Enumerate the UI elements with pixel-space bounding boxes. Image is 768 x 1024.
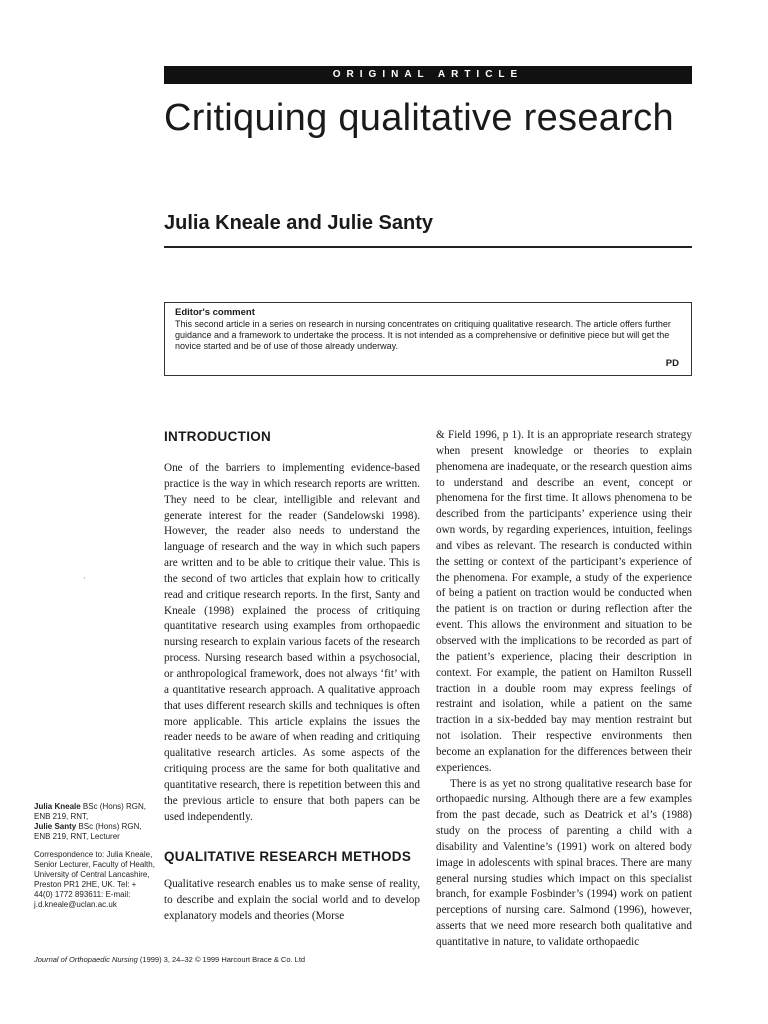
editor-comment-box bbox=[164, 302, 692, 376]
editor-comment-heading: Editor's comment bbox=[175, 307, 255, 318]
journal-citation: (1999) 3, 24–32 © 1999 Harcourt Brace & Co. Ltd bbox=[137, 955, 306, 964]
editor-comment-text: This second article in a series on research in nursing concentrates on critiquing qualitative research. The article offers further guidance and a framework to undertake the process. It is not intended as a comprehensive or definitive piece but will get the novice started and be of use of those already underway. bbox=[175, 319, 671, 351]
author1-name: Julia Kneale bbox=[34, 802, 81, 811]
correspondence-address: Correspondence to: Julia Kneale, Senior Lecturer, Faculty of Health, University of Central Lancashire, Preston PR1 2HE, UK. Tel: + 44(0) 1772 893611: E-mail: j.d.kneale@uclan.ac.uk bbox=[34, 850, 155, 909]
margin-mark: · bbox=[83, 574, 86, 583]
methods-heading: QUALITATIVE RESEARCH METHODS bbox=[164, 849, 412, 865]
editor-signature: PD bbox=[665, 358, 679, 369]
methods-paragraph: Qualitative research enables us to make sense of reality, to describe and explain the social world and to develop explanatory models and theories (Morse bbox=[164, 878, 420, 923]
methods-paragraph-continued: & Field 1996, p 1). It is an appropriate research strategy when present knowledge or theories to explain phenomena are inadequate, or the research question aims to understand and describe an event, concept or phenomena for the first time. It allows phenomena to be described from the participants’ experience using their own words, by regarding experiences, intuition, feelings and vibes as relevant. The research is conducted within the setting or context of the participant’s experience of the phenomena. For example, a study of the experience of being a patient on traction would be conducted when the patient is on traction or during reflection after the event. This allows the environment and situation to be observed with the implications to be recorded as part of the patient’s experience, placing their description in context. For example, the patient on Hamilton Russell traction in a double room may express feelings of restraint and isolation, while a patient on the same traction in a six-bedded bay may mention restraint but not isolation. Their respective environments then become an explanation for the differences between their experiences. bbox=[436, 429, 692, 774]
author1-qualifications: BSc (Hons) RGN, ENB 219, RNT, bbox=[34, 802, 147, 821]
author1-credit bbox=[34, 802, 156, 822]
author2-credit bbox=[34, 822, 156, 842]
author-affiliations bbox=[34, 802, 156, 910]
introduction-paragraph: One of the barriers to implementing evidence-based practice is the way in which research reports are written. They need to be clear, intelligible and relevant and generate interest for the reader (Sandelowski 1998). However, the reader also needs to understand the language of research and the way in which such papers are written and to be able to critique their value. This is the second of two articles that explain how to critically read and critique research reports. In the first, Santy and Kneale (1998) explained the process of critiquing quantitative research using examples from orthopaedic nursing research to explain various facets of the research process. Nursing research based within a psychosocial, or anthropological framework, does not always ‘fit’ with a quantitative research approach. A qualitative approach that uses different research skills and techniques is often more applicable. This article explains the issues the reader needs to be aware of when reading and critiquing qualitative research articles. As some aspects of the critiquing process are the same for both qualitative and quantitative research, there is repetition between this and the previous article to ensure that both papers can be used independently. bbox=[164, 462, 420, 823]
methods-paragraph-2: There is as yet no strong qualitative research base for orthopaedic nursing. Although there are a few examples from the past decade, such as Deatrick et al’s (1988) study on the process of parenting a child with a disability and Valentine’s (1991) work on altered body image in adolescents with spinal braces. There are many general nursing studies which impact on this specialist branch, for example Fosbinder’s (1994) work on patient perceptions of nursing care. Salmond (1996), however, asserts that we need more research both qualitative and quantitative in nature, to validate orthopaedic bbox=[436, 777, 692, 948]
article-type-banner: ORIGINAL ARTICLE bbox=[164, 66, 692, 84]
journal-name: Journal of Orthopaedic Nursing bbox=[34, 955, 138, 964]
body-column-right bbox=[436, 428, 692, 951]
journal-footer bbox=[34, 955, 305, 964]
author2-qualifications: BSc (Hons) RGN, ENB 219, RNT, Lecturer bbox=[34, 822, 142, 841]
header-rule bbox=[164, 246, 692, 248]
introduction-heading: INTRODUCTION bbox=[164, 429, 272, 444]
article-title: Critiquing qualitative research bbox=[164, 97, 674, 139]
author2-name: Julie Santy bbox=[34, 822, 77, 831]
article-authors: Julia Kneale and Julie Santy bbox=[164, 212, 433, 234]
body-column-left bbox=[164, 428, 420, 925]
